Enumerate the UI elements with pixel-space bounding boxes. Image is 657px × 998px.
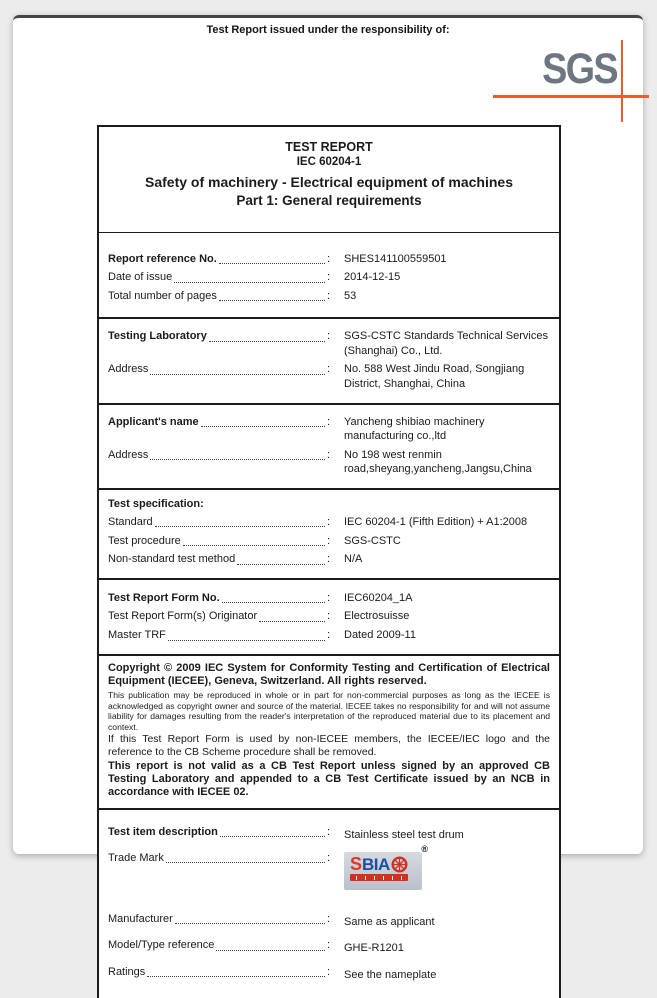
row-total-pages: [108, 289, 550, 303]
row-manufacturer: [108, 912, 550, 929]
row-master-trf: [108, 628, 550, 642]
field-value: IEC60204_1A: [344, 591, 413, 604]
sgs-logo-text: SGS: [542, 45, 617, 93]
field-label: Trade Mark: [108, 852, 164, 865]
field-value: See the nameplate: [344, 968, 437, 981]
field-label: Test Report Form(s) Originator: [108, 610, 258, 623]
field-label: Address: [108, 449, 149, 462]
dotted-leader: [209, 329, 325, 341]
sgs-logo-vertical-line: [621, 40, 624, 122]
dotted-leader: [150, 362, 325, 374]
dotted-leader: [220, 825, 325, 837]
row-test-procedure: [108, 534, 550, 548]
title-standard-name: Safety of machinery - Electrical equipment of machines: [145, 174, 513, 190]
dotted-leader: [183, 534, 325, 546]
field-label: Total number of pages: [108, 290, 217, 303]
test-specification-heading: Test specification:: [108, 498, 204, 511]
field-value: N/A: [344, 553, 363, 566]
field-value: Stainless steel test drum: [344, 828, 464, 841]
field-value: 53: [344, 290, 357, 303]
field-label: Non-standard test method: [108, 553, 236, 566]
field-value: Yancheng shibiao machinery manufacturing co.,ltd: [344, 416, 485, 443]
dotted-leader: [222, 591, 325, 603]
title-part: Part 1: General requirements: [236, 193, 422, 208]
row-report-reference: [108, 252, 550, 266]
field-value: IEC 60204-1 (Fifth Edition) + A1:2008: [344, 515, 528, 528]
field-value: [330, 844, 550, 890]
row-trade-mark: [108, 844, 550, 903]
field-label: Standard: [108, 515, 153, 528]
row-trf-originator: [108, 609, 550, 623]
dotted-leader: [166, 851, 325, 863]
trademark-letter-s: S: [350, 854, 363, 875]
row-ratings: [108, 965, 550, 982]
field-value: No 198 west renmin road,sheyang,yancheng,Jangsu,China: [344, 449, 532, 476]
copyright-validity-note: This report is not valid as a CB Test Report unless signed by an approved CB Testing Laboratory and appended to a CB Test Certificate issued by an NCB in accordance with IECEE 02.: [108, 759, 550, 799]
section-applicant: [99, 403, 559, 489]
field-value: No. 588 West Jindu Road, Songjiang District, Shanghai, China: [344, 363, 525, 390]
row-testing-laboratory: [108, 329, 550, 358]
section-test-report-form: [99, 578, 559, 654]
dotted-leader: [219, 252, 325, 264]
field-label: Test Report Form No.: [108, 591, 220, 604]
report-table: [97, 125, 561, 998]
row-model-type: [108, 938, 550, 955]
row-nonstandard-method: [108, 552, 550, 566]
copyright-removal-note: If this Test Report Form is used by non-IECEE members, the IECEE/IEC logo and the reference to the CB Scheme procedure shall be removed.: [108, 733, 550, 759]
dotted-leader: [201, 415, 325, 427]
registered-trademark-icon: ®: [421, 844, 428, 855]
issuer-line: Test Report issued under the responsibility of:: [206, 24, 450, 36]
copyright-bold-intro: Copyright © 2009 IEC System for Conformity Testing and Certification of Electrical Equipment (IECEE), Geneva, Switzerland. All rights reserved.: [108, 662, 550, 688]
title-test-report: TEST REPORT: [285, 140, 373, 154]
row-applicant-name: [108, 415, 550, 444]
field-label: Master TRF: [108, 629, 166, 642]
field-value: SHES141100559501: [344, 252, 447, 265]
field-value: SGS-CSTC: [344, 534, 401, 547]
row-applicant-address: [108, 448, 550, 477]
row-standard: [108, 515, 550, 529]
sgs-logo: [491, 46, 643, 130]
section-test-item: [99, 808, 559, 998]
trademark-logo: [344, 844, 428, 890]
dotted-leader: [175, 912, 325, 924]
trademark-banner: [350, 874, 408, 881]
field-label: Model/Type reference: [108, 939, 215, 952]
copyright-fine-print: This publication may be reproduced in whole or in part for non-commercial purposes as long as the IECEE is acknowledged as copyright owner and source of the material. IECEE takes no responsibility for and will not assume liability for damages resulting from the reader's interpretation of the reproduced material due to its placement and context.: [108, 689, 550, 732]
document-page: [13, 15, 643, 981]
field-label: Report reference No.: [108, 252, 217, 265]
section-test-specification: [99, 488, 559, 578]
field-value: SGS-CSTC Standards Technical Services (Shanghai) Co., Ltd.: [344, 330, 548, 357]
dotted-leader: [216, 938, 325, 950]
field-label: Test item description: [108, 825, 218, 838]
sgs-logo-horizontal-line: [493, 95, 649, 98]
section-report-info: [99, 233, 559, 317]
field-label: Applicant's name: [108, 416, 199, 429]
wheel-icon: [391, 856, 408, 873]
field-label: Address: [108, 363, 149, 376]
field-value: 2014-12-15: [344, 271, 401, 284]
dotted-leader: [155, 515, 325, 527]
row-lab-address: [108, 362, 550, 391]
field-value: GHE-R1201: [344, 942, 404, 955]
row-test-item-description: [108, 825, 550, 842]
row-trf-no: [108, 591, 550, 605]
field-label: Ratings: [108, 965, 146, 978]
title-block: [99, 127, 559, 233]
row-date-of-issue: [108, 270, 550, 284]
field-label: Manufacturer: [108, 913, 173, 926]
dotted-leader: [237, 552, 325, 564]
field-value: Electrosuisse: [344, 610, 410, 623]
title-standard-number: IEC 60204-1: [296, 156, 362, 168]
section-copyright: [99, 654, 559, 808]
field-label: Testing Laboratory: [108, 330, 207, 343]
dotted-leader: [219, 289, 325, 301]
field-value: Same as applicant: [344, 916, 435, 929]
section-testing-laboratory: [99, 317, 559, 403]
field-label: Date of issue: [108, 271, 173, 284]
field-label: Test procedure: [108, 534, 181, 547]
dotted-leader: [168, 628, 325, 640]
field-value: Dated 2009-11: [344, 629, 416, 642]
trademark-letters-bia: BIA: [362, 854, 390, 874]
dotted-leader: [259, 609, 325, 621]
dotted-leader: [150, 448, 325, 460]
dotted-leader: [147, 965, 325, 977]
dotted-leader: [174, 270, 325, 282]
